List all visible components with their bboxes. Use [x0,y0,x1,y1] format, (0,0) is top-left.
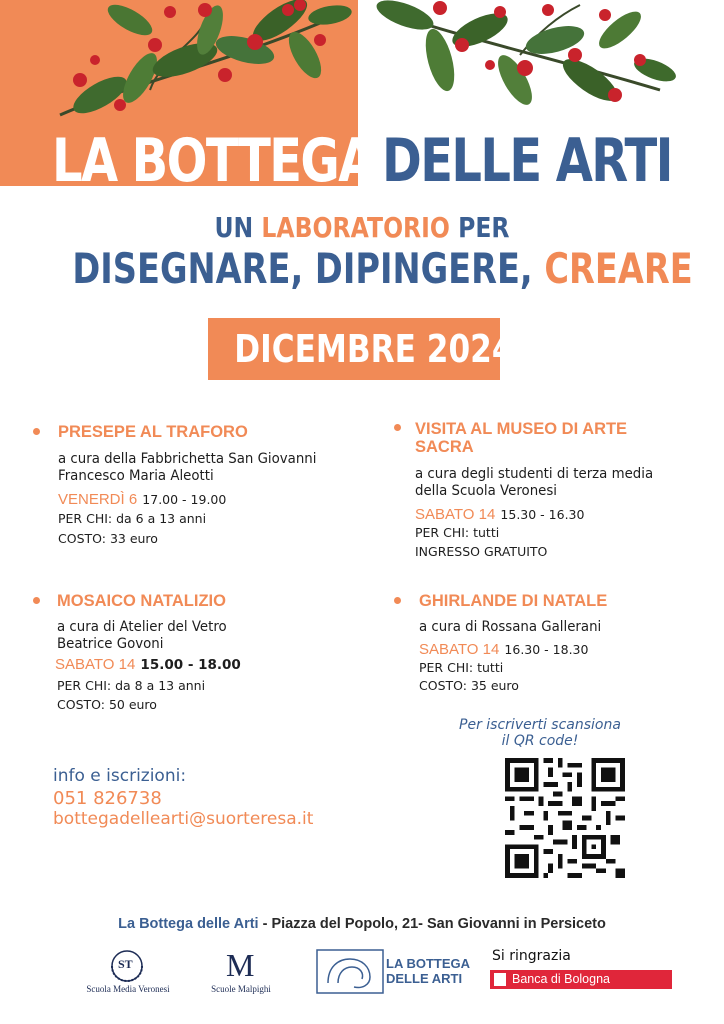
event-1-title: PRESEPE AL TRAFORO [58,423,248,441]
info-phone[interactable]: 051 826738 [53,788,162,809]
event-4-audience: PER CHI: tutti [419,660,504,675]
event-bullet [33,597,40,604]
event-2-title: VISITA AL MUSEO DI ARTE SACRA [415,420,628,456]
event-1-cost: COSTO: 33 euro [58,531,158,546]
event-4-schedule: SABATO 14 16.30 - 18.30 [419,641,589,658]
bottega-logo-icon [316,949,384,994]
event-3-title: MOSAICO NATALIZIO [57,592,226,610]
malpighi-logo-icon: M [226,947,255,983]
title-part-2: DELLE ARTI [382,126,672,196]
event-1-curator: Francesco Maria Aleotti [58,468,214,484]
holly-decoration-icon [0,0,724,125]
veronesi-monogram: ST [118,957,133,971]
qr-caption: Per iscriverti scansiona il QR code! [459,717,621,749]
bank-mark-icon [494,973,506,986]
info-heading: info e iscrizioni: [53,766,187,786]
event-bullet [33,428,40,435]
subtitle-line-1: UN LABORATORIO PER [214,211,510,244]
title-part-1: LA BOTTEGA [52,126,374,196]
malpighi-logo-caption: Scuole Malpighi [211,984,271,994]
event-4-curator: a cura di Rossana Gallerani [419,619,602,635]
event-bullet [394,424,401,431]
event-1-schedule: VENERDÌ 6 17.00 - 19.00 [58,491,227,508]
event-4-cost: COSTO: 35 euro [419,678,519,693]
thanks-label: Si ringrazia [492,948,571,964]
event-4-title: GHIRLANDE DI NATALE [419,592,608,610]
event-3-schedule: SABATO 14 15.00 - 18.00 [55,656,241,673]
event-2-cost: INGRESSO GRATUITO [415,544,548,559]
event-2-curator: della Scuola Veronesi [415,483,558,499]
event-3-cost: COSTO: 50 euro [57,697,157,712]
bank-name: Banca di Bologna [512,972,610,986]
qr-code[interactable] [505,758,625,878]
event-2-schedule: SABATO 14 15.30 - 16.30 [415,506,585,523]
event-3-curator: a cura di Atelier del Vetro [57,619,227,635]
event-1-curator: a cura della Fabbrichetta San Giovanni [58,451,317,467]
event-bullet [394,597,401,604]
subtitle-line-2: DISEGNARE, DIPINGERE, CREARE [72,244,693,293]
event-2-audience: PER CHI: tutti [415,525,500,540]
info-email[interactable]: bottegadellearti@suorteresa.it [53,809,314,829]
month-label: DICEMBRE 2024 [234,327,514,371]
bottega-logo-text: LA BOTTEGA DELLE ARTI [386,956,471,986]
event-3-curator: Beatrice Govoni [57,636,164,652]
event-3-audience: PER CHI: da 8 a 13 anni [57,678,206,693]
veronesi-logo-caption: Scuola Media Veronesi [86,984,170,994]
event-2-curator: a cura degli studenti di terza media [415,466,654,482]
event-1-audience: PER CHI: da 6 a 13 anni [58,511,207,526]
footer-address: La Bottega delle Arti - Piazza del Popolo, 21- San Giovanni in Persiceto [118,916,606,932]
